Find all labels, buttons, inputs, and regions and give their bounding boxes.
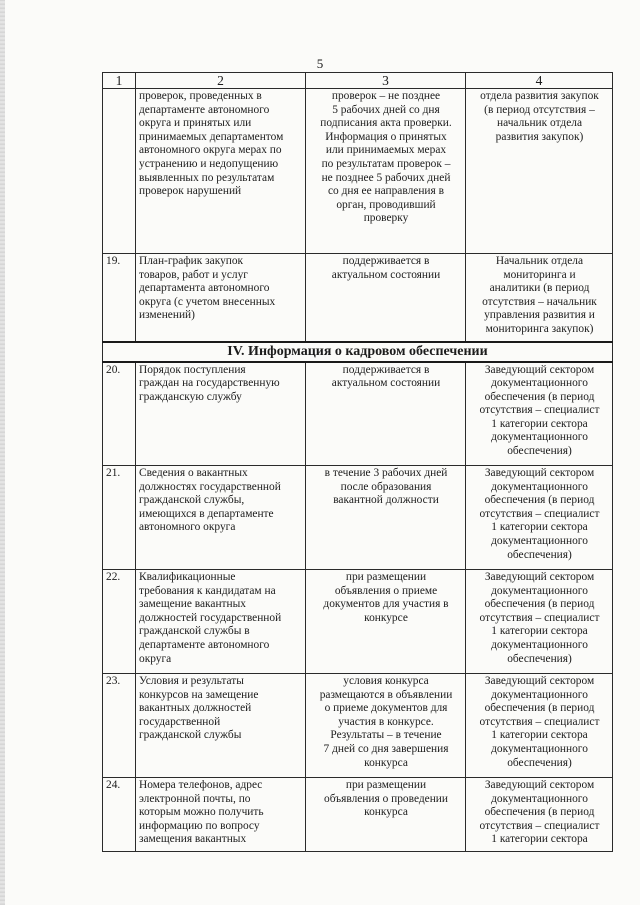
info-type-cell: Квалификационные требования к кандидатам на замещение вакантных должностей государственной гражданской службы в департаменте автономного округа xyxy=(136,570,306,674)
responsible-cell: Заведующий сектором документационного обеспечения (в период отсутствия – специалист 1 категории сектора документационного обеспечения) xyxy=(466,466,613,570)
info-type-cell: Сведения о вакантных должностях государственной гражданской службы, имеющихся в департаменте автономного округа xyxy=(136,466,306,570)
frequency-cell: условия конкурса размещаются в объявлении о приеме документов для участия в конкурсе. Результаты – в течение 7 дней со дня завершения конкурса xyxy=(306,674,466,778)
responsible-cell: Заведующий сектором документационного обеспечения (в период отсутствия – специалист 1 категории сектора документационного обеспечения) xyxy=(466,674,613,778)
frequency-cell: при размещении объявления о приеме документов для участия в конкурсе xyxy=(306,570,466,674)
responsible-cell: отдела развития закупок (в период отсутствия – начальник отдела развития закупок) xyxy=(466,89,613,254)
info-type-cell: Номера телефонов, адрес электронной почты, по которым можно получить информацию по вопросу замещения вакантных xyxy=(136,778,306,852)
row-number: 24. xyxy=(103,778,136,852)
section-row xyxy=(103,342,613,362)
header-col-3: 3 xyxy=(306,73,466,89)
row-number: 21. xyxy=(103,466,136,570)
responsible-cell: Начальник отдела мониторинга и аналитики (в период отсутствия – начальник управления развития и мониторинга закупок) xyxy=(466,254,613,342)
frequency-cell: проверок – не позднее 5 рабочих дней со дня подписания акта проверки. Информация о принятых или принимаемых мерах по результатам проверок – не позднее 5 рабочих дней со дня ее направления в орган, проводивший проверку xyxy=(306,89,466,254)
table-row xyxy=(103,466,613,570)
section-title: IV. Информация о кадровом обеспечении xyxy=(103,342,613,362)
responsible-cell: Заведующий сектором документационного обеспечения (в период отсутствия – специалист 1 категории сектора xyxy=(466,778,613,852)
frequency-cell: в течение 3 рабочих дней после образования вакантной должности xyxy=(306,466,466,570)
header-row xyxy=(103,73,613,89)
table-row xyxy=(103,254,613,342)
table-row xyxy=(103,362,613,466)
table-row xyxy=(103,674,613,778)
table-row xyxy=(103,570,613,674)
header-col-1: 1 xyxy=(103,73,136,89)
info-type-cell: План-график закупок товаров, работ и услуг департамента автономного округа (с учетом внесенных изменений) xyxy=(136,254,306,342)
header-col-4: 4 xyxy=(466,73,613,89)
info-type-cell: Порядок поступления граждан на государственную гражданскую службу xyxy=(136,362,306,466)
row-number: 22. xyxy=(103,570,136,674)
page-number: 5 xyxy=(316,56,324,71)
scan-edge xyxy=(0,0,5,905)
row-number: 20. xyxy=(103,362,136,466)
info-type-cell: проверок, проведенных в департаменте автономного округа и принятых или принимаемых департаментом автономного округа мерах по устранению и недопущению выявленных по результатам проверок нарушений xyxy=(136,89,306,254)
table-row-continuation xyxy=(103,89,613,254)
frequency-cell: поддерживается в актуальном состоянии xyxy=(306,254,466,342)
frequency-cell: поддерживается в актуальном состоянии xyxy=(306,362,466,466)
row-number: 23. xyxy=(103,674,136,778)
row-number xyxy=(103,89,136,254)
header-col-2: 2 xyxy=(136,73,306,89)
row-number: 19. xyxy=(103,254,136,342)
responsible-cell: Заведующий сектором документационного обеспечения (в период отсутствия – специалист 1 категории сектора документационного обеспечения) xyxy=(466,362,613,466)
responsible-cell: Заведующий сектором документационного обеспечения (в период отсутствия – специалист 1 категории сектора документационного обеспечения) xyxy=(466,570,613,674)
info-type-cell: Условия и результаты конкурсов на замещение вакантных должностей государственной гражданской службы xyxy=(136,674,306,778)
table-row xyxy=(103,778,613,852)
frequency-cell: при размещении объявления о проведении конкурса xyxy=(306,778,466,852)
info-table xyxy=(102,72,613,852)
